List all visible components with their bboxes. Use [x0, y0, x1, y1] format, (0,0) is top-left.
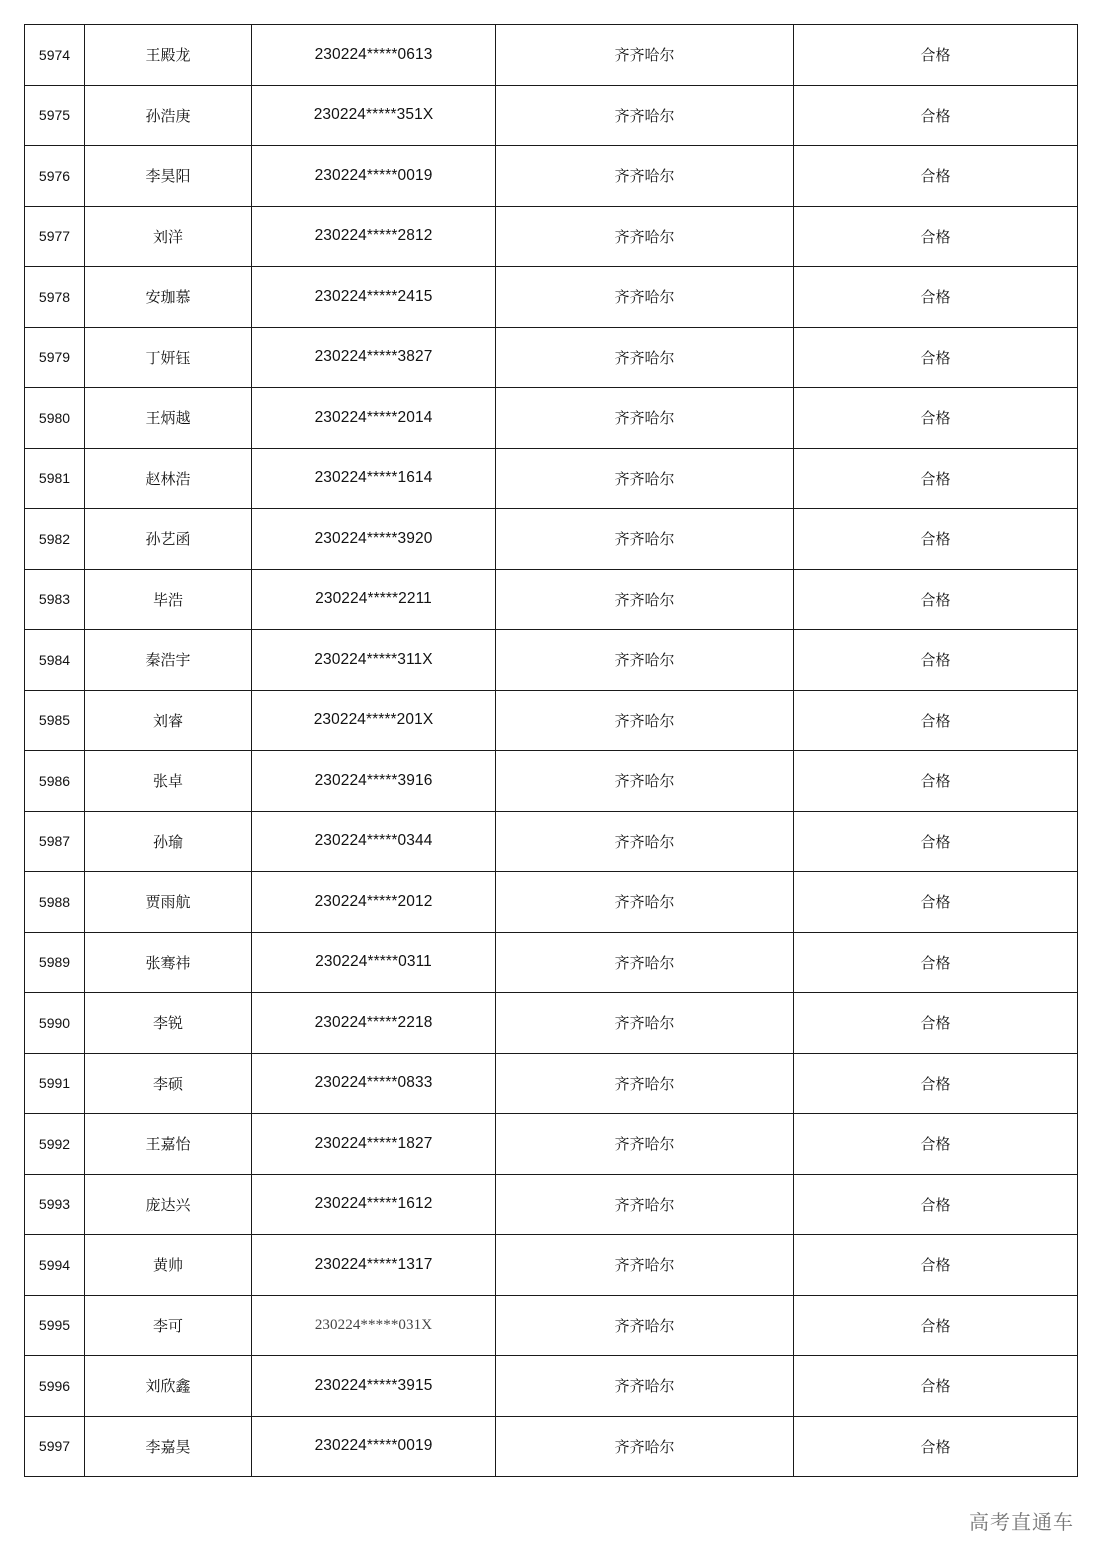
table-row — [25, 25, 1078, 86]
row-number-cell: 5992 — [25, 1114, 85, 1175]
table-row — [25, 690, 1078, 751]
name-cell: 李锐 — [85, 993, 252, 1054]
result-cell: 合格 — [794, 1295, 1078, 1356]
result-cell: 合格 — [794, 569, 1078, 630]
row-number-cell: 5988 — [25, 872, 85, 933]
result-cell: 合格 — [794, 85, 1078, 146]
id-number-cell: 230224*****201X — [252, 690, 496, 751]
table-row — [25, 993, 1078, 1054]
table-row — [25, 267, 1078, 328]
row-number-cell: 5993 — [25, 1174, 85, 1235]
result-cell: 合格 — [794, 509, 1078, 570]
city-cell: 齐齐哈尔 — [496, 1053, 794, 1114]
row-number-cell: 5994 — [25, 1235, 85, 1296]
table-row — [25, 1174, 1078, 1235]
city-cell: 齐齐哈尔 — [496, 267, 794, 328]
city-cell: 齐齐哈尔 — [496, 25, 794, 86]
city-cell: 齐齐哈尔 — [496, 146, 794, 207]
results-table — [24, 24, 1078, 1477]
city-cell: 齐齐哈尔 — [496, 1295, 794, 1356]
row-number-cell: 5985 — [25, 690, 85, 751]
table-row — [25, 932, 1078, 993]
results-table-body — [25, 25, 1078, 1477]
table-row — [25, 1114, 1078, 1175]
id-number-cell: 230224*****0613 — [252, 25, 496, 86]
name-cell: 黄帅 — [85, 1235, 252, 1296]
city-cell: 齐齐哈尔 — [496, 630, 794, 691]
row-number-cell: 5978 — [25, 267, 85, 328]
name-cell: 李嘉昊 — [85, 1416, 252, 1477]
table-row — [25, 448, 1078, 509]
row-number-cell: 5979 — [25, 327, 85, 388]
city-cell: 齐齐哈尔 — [496, 206, 794, 267]
name-cell: 王嘉怡 — [85, 1114, 252, 1175]
row-number-cell: 5976 — [25, 146, 85, 207]
name-cell: 贾雨航 — [85, 872, 252, 933]
name-cell: 刘洋 — [85, 206, 252, 267]
city-cell: 齐齐哈尔 — [496, 85, 794, 146]
name-cell: 孙浩庚 — [85, 85, 252, 146]
result-cell: 合格 — [794, 388, 1078, 449]
city-cell: 齐齐哈尔 — [496, 690, 794, 751]
result-cell: 合格 — [794, 25, 1078, 86]
name-cell: 王殿龙 — [85, 25, 252, 86]
id-number-cell: 230224*****2415 — [252, 267, 496, 328]
city-cell: 齐齐哈尔 — [496, 993, 794, 1054]
city-cell: 齐齐哈尔 — [496, 388, 794, 449]
city-cell: 齐齐哈尔 — [496, 569, 794, 630]
result-cell: 合格 — [794, 1114, 1078, 1175]
id-number-cell: 230224*****3916 — [252, 751, 496, 812]
row-number-cell: 5982 — [25, 509, 85, 570]
id-number-cell: 230224*****0311 — [252, 932, 496, 993]
id-number-cell: 230224*****3920 — [252, 509, 496, 570]
result-cell: 合格 — [794, 690, 1078, 751]
row-number-cell: 5981 — [25, 448, 85, 509]
city-cell: 齐齐哈尔 — [496, 1174, 794, 1235]
table-row — [25, 85, 1078, 146]
id-number-cell: 230224*****031X — [252, 1295, 496, 1356]
row-number-cell: 5984 — [25, 630, 85, 691]
id-number-cell: 230224*****2014 — [252, 388, 496, 449]
table-row — [25, 569, 1078, 630]
result-cell: 合格 — [794, 932, 1078, 993]
name-cell: 丁妍钰 — [85, 327, 252, 388]
result-cell: 合格 — [794, 146, 1078, 207]
id-number-cell: 230224*****2218 — [252, 993, 496, 1054]
name-cell: 李硕 — [85, 1053, 252, 1114]
row-number-cell: 5997 — [25, 1416, 85, 1477]
result-cell: 合格 — [794, 1416, 1078, 1477]
name-cell: 安珈慕 — [85, 267, 252, 328]
name-cell: 刘欣鑫 — [85, 1356, 252, 1417]
row-number-cell: 5974 — [25, 25, 85, 86]
id-number-cell: 230224*****2812 — [252, 206, 496, 267]
name-cell: 秦浩宇 — [85, 630, 252, 691]
id-number-cell: 230224*****0344 — [252, 811, 496, 872]
name-cell: 张卓 — [85, 751, 252, 812]
city-cell: 齐齐哈尔 — [496, 1416, 794, 1477]
city-cell: 齐齐哈尔 — [496, 1114, 794, 1175]
id-number-cell: 230224*****2211 — [252, 569, 496, 630]
id-number-cell: 230224*****0833 — [252, 1053, 496, 1114]
id-number-cell: 230224*****0019 — [252, 146, 496, 207]
id-number-cell: 230224*****351X — [252, 85, 496, 146]
id-number-cell: 230224*****1612 — [252, 1174, 496, 1235]
watermark-logo: 高考直通车 — [969, 1510, 1074, 1534]
id-number-cell: 230224*****1614 — [252, 448, 496, 509]
table-row — [25, 1235, 1078, 1296]
city-cell: 齐齐哈尔 — [496, 932, 794, 993]
row-number-cell: 5987 — [25, 811, 85, 872]
table-row — [25, 388, 1078, 449]
result-cell: 合格 — [794, 811, 1078, 872]
id-number-cell: 230224*****3915 — [252, 1356, 496, 1417]
table-row — [25, 1416, 1078, 1477]
id-number-cell: 230224*****3827 — [252, 327, 496, 388]
city-cell: 齐齐哈尔 — [496, 751, 794, 812]
table-row — [25, 1053, 1078, 1114]
city-cell: 齐齐哈尔 — [496, 872, 794, 933]
name-cell: 刘睿 — [85, 690, 252, 751]
table-row — [25, 811, 1078, 872]
name-cell: 李昊阳 — [85, 146, 252, 207]
result-cell: 合格 — [794, 751, 1078, 812]
row-number-cell: 5977 — [25, 206, 85, 267]
city-cell: 齐齐哈尔 — [496, 448, 794, 509]
name-cell: 张骞祎 — [85, 932, 252, 993]
result-cell: 合格 — [794, 630, 1078, 691]
id-number-cell: 230224*****311X — [252, 630, 496, 691]
id-number-cell: 230224*****2012 — [252, 872, 496, 933]
table-row — [25, 1295, 1078, 1356]
result-cell: 合格 — [794, 1356, 1078, 1417]
row-number-cell: 5990 — [25, 993, 85, 1054]
city-cell: 齐齐哈尔 — [496, 1235, 794, 1296]
id-number-cell: 230224*****1317 — [252, 1235, 496, 1296]
id-number-cell: 230224*****1827 — [252, 1114, 496, 1175]
row-number-cell: 5995 — [25, 1295, 85, 1356]
row-number-cell: 5991 — [25, 1053, 85, 1114]
id-number-cell: 230224*****0019 — [252, 1416, 496, 1477]
name-cell: 毕浩 — [85, 569, 252, 630]
row-number-cell: 5989 — [25, 932, 85, 993]
table-row — [25, 146, 1078, 207]
name-cell: 孙瑜 — [85, 811, 252, 872]
city-cell: 齐齐哈尔 — [496, 811, 794, 872]
name-cell: 孙艺函 — [85, 509, 252, 570]
result-cell: 合格 — [794, 206, 1078, 267]
city-cell: 齐齐哈尔 — [496, 1356, 794, 1417]
result-cell: 合格 — [794, 267, 1078, 328]
table-row — [25, 751, 1078, 812]
table-row — [25, 630, 1078, 691]
row-number-cell: 5996 — [25, 1356, 85, 1417]
name-cell: 李可 — [85, 1295, 252, 1356]
result-cell: 合格 — [794, 1053, 1078, 1114]
table-row — [25, 206, 1078, 267]
city-cell: 齐齐哈尔 — [496, 509, 794, 570]
name-cell: 赵林浩 — [85, 448, 252, 509]
table-row — [25, 1356, 1078, 1417]
row-number-cell: 5980 — [25, 388, 85, 449]
name-cell: 王炳越 — [85, 388, 252, 449]
result-cell: 合格 — [794, 327, 1078, 388]
city-cell: 齐齐哈尔 — [496, 327, 794, 388]
result-cell: 合格 — [794, 1235, 1078, 1296]
row-number-cell: 5986 — [25, 751, 85, 812]
table-row — [25, 327, 1078, 388]
result-cell: 合格 — [794, 1174, 1078, 1235]
result-cell: 合格 — [794, 872, 1078, 933]
row-number-cell: 5975 — [25, 85, 85, 146]
table-row — [25, 872, 1078, 933]
result-cell: 合格 — [794, 448, 1078, 509]
result-cell: 合格 — [794, 993, 1078, 1054]
name-cell: 庞达兴 — [85, 1174, 252, 1235]
row-number-cell: 5983 — [25, 569, 85, 630]
table-row — [25, 509, 1078, 570]
